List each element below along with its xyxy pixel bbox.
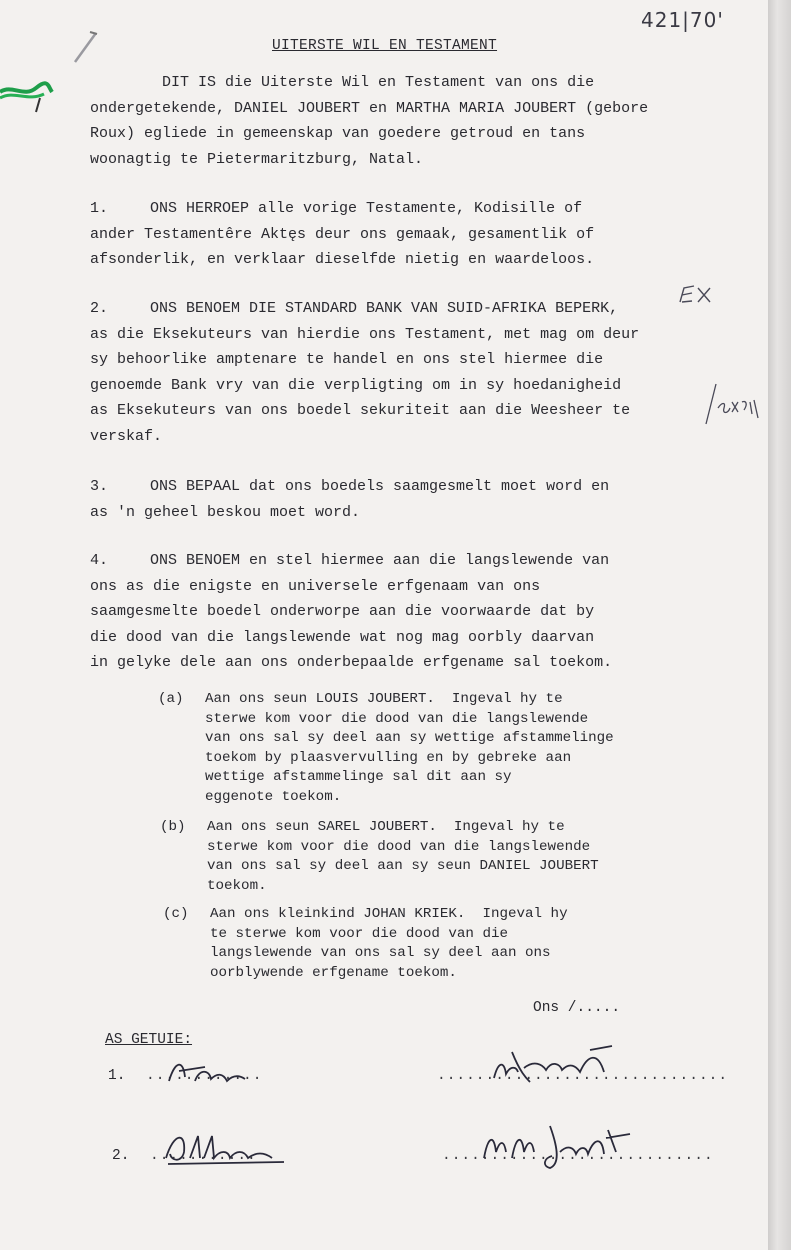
document-title: UITERSTE WIL EN TESTAMENT (272, 38, 498, 54)
clause-1 (90, 196, 730, 273)
archive-reference: 421|70' (641, 8, 724, 32)
clause-3 (90, 474, 730, 525)
subclause-text: Aan ons seun LOUIS JOUBERT. Ingeval hy te sterwe kom voor die dood van die langslewende van ons sal sy deel aan sy wettige afstammelinge toekom by plaasvervulling en by gebreke aan wettige afstammelinge sal dit aan sy eggenote toekom. (205, 691, 614, 805)
subclause-b (160, 818, 680, 898)
clause-number: 3. (90, 478, 109, 495)
witness-1-signature-icon (165, 1055, 265, 1089)
subclause-label: (a) (158, 691, 184, 707)
margin-annotation-exempt-icon (696, 380, 766, 430)
witness-1-signature-line: ............ (146, 1068, 263, 1084)
witness-number: 2. (112, 1148, 130, 1164)
clause-number: 2. (90, 300, 109, 317)
subclause-text: Aan ons seun SAREL JOUBERT. Ingeval hy te sterwe kom voor die dood van die langslewende van ons sal sy deel aan sy seun DANIEL JOUBERT toekom. (207, 819, 599, 894)
continuation-marker: Ons /..... (533, 1000, 621, 1016)
clause-2 (90, 296, 730, 449)
clause-text: ONS HERROEP alle vorige Testamente, Kodisille of ander Testamentêre Aktęs deur ons gemaak, gesamentlik of afsonderlik, en verklaar dieselfde nietig en waardeloos. (90, 200, 595, 268)
testator-1-signature-icon (490, 1042, 620, 1086)
testator-2-signature-line: ............................ (442, 1148, 714, 1164)
green-thread-icon (0, 76, 60, 116)
page-edge (768, 0, 791, 1250)
witness-heading: AS GETUIE: (105, 1032, 193, 1048)
clause-text: ONS BEPAAL dat ons boedels saamgesmelt moet word en as 'n geheel beskou moet word. (90, 478, 610, 521)
testator-2-signature-icon (480, 1118, 640, 1170)
witness-2-signature-icon (160, 1128, 290, 1168)
subclause-label: (b) (160, 819, 186, 835)
margin-annotation-ex-icon (676, 280, 716, 310)
clause-4 (90, 548, 730, 676)
preamble: DIT IS die Uiterste Wil en Testament van ons die ondergetekende, DANIEL JOUBERT en MARTHA MARIA JOUBERT (gebore Roux) egliede in gemeenskap van goedere getroud en tans woonagtig te Pietermaritzburg, Natal. (90, 74, 649, 168)
clause-text: ONS BENOEM en stel hiermee aan die langslewende van ons as die enigste en universele erfgenaam van ons saamgesmelte boedel onderworpe aan die voorwaarde dat by die dood van die langslewende wat nog mag oorbly daarvan in gelyke dele aan ons onderbepaalde erfgename sal toekom. (90, 552, 613, 671)
testator-1-signature-line: .............................. (437, 1068, 729, 1084)
subclause-text: Aan ons kleinkind JOHAN KRIEK. Ingeval hy te sterwe kom voor die dood van die langslewende van ons sal sy deel aan ons oorblywende erfgename toekom. (210, 906, 568, 981)
witness-number: 1. (108, 1068, 126, 1084)
clause-text: ONS BENOEM DIE STANDARD BANK VAN SUID-AFRIKA BEPERK, as die Eksekuteurs van hierdie ons Testament, met mag om deur sy behoorlike amptenare te handel en ons stel hiermee die genoemde Bank vry van die verpligting om in sy hoedanigheid as Eksekuteurs van ons boedel sekuriteit aan die Weesheer te verskaf. (90, 300, 640, 445)
clause-number: 4. (90, 552, 109, 569)
subclause-c (163, 905, 683, 985)
witness-2-signature-line: ........... (150, 1148, 257, 1164)
clause-number: 1. (90, 200, 109, 217)
subclause-label: (c) (163, 906, 189, 922)
subclause-a (158, 690, 678, 810)
pin-icon (70, 30, 100, 66)
